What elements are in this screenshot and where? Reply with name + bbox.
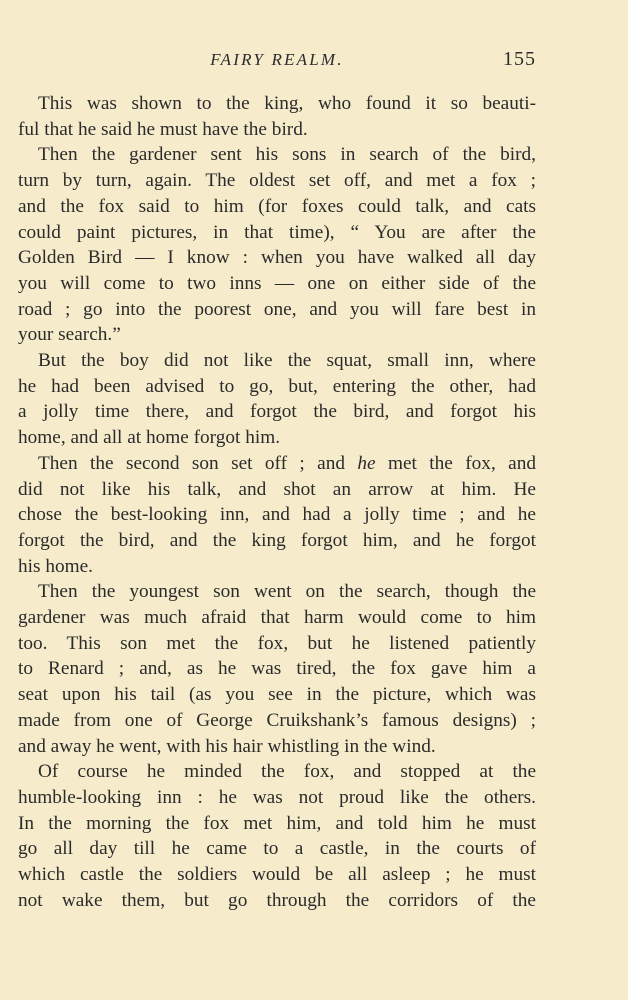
text-line: Golden Bird — I know : when you have walked all day bbox=[18, 247, 536, 269]
text-line: But the boy did not like the squat, small inn, where bbox=[38, 350, 536, 372]
italic-word: he bbox=[357, 452, 376, 474]
text-line: forgot the bird, and the king forgot him, and he forgot bbox=[18, 529, 536, 551]
text-line: did not like his talk, and shot an arrow at him. He bbox=[18, 478, 536, 500]
text-line: his home. bbox=[18, 555, 93, 577]
text-line: Then the gardener sent his sons in search of the bird, bbox=[38, 144, 536, 166]
text-line: to Renard ; and, as he was tired, the fox gave him a bbox=[18, 658, 536, 680]
text-line: a jolly time there, and forgot the bird, and forgot his bbox=[18, 401, 536, 423]
paragraph-3 bbox=[18, 348, 536, 451]
text-line: and the fox said to him (for foxes could talk, and cats bbox=[18, 195, 536, 217]
text-line: your search.” bbox=[18, 324, 121, 346]
text-fragment: Then the second son set off ; and bbox=[38, 452, 358, 474]
running-title: FAIRY REALM. bbox=[210, 50, 344, 69]
text-fragment: met the fox, and bbox=[375, 452, 536, 474]
text-line: chose the best-looking inn, and had a jolly time ; and he bbox=[18, 504, 536, 526]
text-line: This was shown to the king, who found it so beauti- bbox=[38, 93, 536, 114]
text-line: humble-looking inn : he was not proud like the others. bbox=[18, 786, 536, 808]
text-line: go all day till he came to a castle, in the courts of bbox=[18, 838, 536, 860]
running-head bbox=[18, 48, 536, 78]
body-text bbox=[18, 91, 536, 914]
text-line: made from one of George Cruikshank’s famous designs) ; bbox=[18, 709, 536, 731]
text-line: which castle the soldiers would be all asleep ; he must bbox=[18, 864, 536, 886]
text-line: seat upon his tail (as you see in the picture, which was bbox=[18, 684, 536, 706]
text-line: Then the youngest son went on the search, though the bbox=[38, 581, 536, 603]
text-line: you will come to two inns — one on either side of the bbox=[18, 272, 536, 294]
text-line: ful that he said he must have the bird. bbox=[18, 118, 308, 140]
text-line: could paint pictures, in that time), “ You are after the bbox=[18, 221, 536, 243]
paragraph-2 bbox=[18, 142, 536, 348]
page-number: 155 bbox=[503, 48, 536, 70]
paragraph-5 bbox=[18, 579, 536, 759]
text-line: and away he went, with his hair whistling in the wind. bbox=[18, 735, 436, 757]
text-line: In the morning the fox met him, and told him he must bbox=[18, 812, 536, 834]
paragraph-6 bbox=[18, 759, 536, 913]
paragraph-1 bbox=[18, 91, 536, 142]
text-line: road ; go into the poorest one, and you will fare best in bbox=[18, 298, 536, 320]
text-line: Of course he minded the fox, and stopped at the bbox=[38, 761, 536, 783]
text-line: gardener was much afraid that harm would come to him bbox=[18, 607, 536, 629]
text-line: not wake them, but go through the corridors of the bbox=[18, 889, 536, 911]
text-line: he had been advised to go, but, entering the other, had bbox=[18, 375, 536, 397]
text-line: turn by turn, again. The oldest set off, and met a fox ; bbox=[18, 170, 536, 192]
text-line: too. This son met the fox, but he listened patiently bbox=[18, 632, 536, 654]
paragraph-4 bbox=[18, 451, 536, 580]
text-line: home, and all at home forgot him. bbox=[18, 427, 281, 449]
text-line-with-italic bbox=[18, 451, 536, 477]
